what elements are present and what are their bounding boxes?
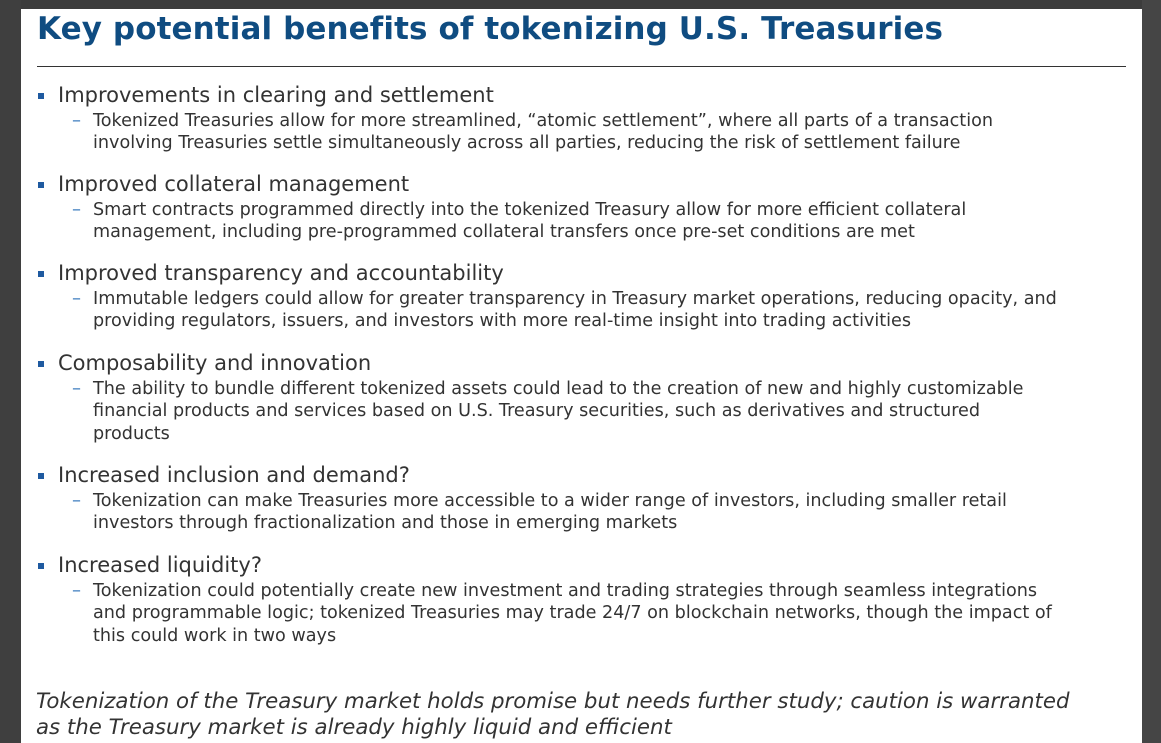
square-bullet-icon xyxy=(38,361,44,367)
dash-bullet-icon: – xyxy=(72,378,81,399)
detail-line: Tokenized Treasuries allow for more streamlined, “atomic settlement”, where all parts of a transaction xyxy=(93,111,994,131)
viewer-top-bar xyxy=(0,0,1161,9)
detail-line: Tokenization could potentially create new investment and trading strategies through seamless integrations xyxy=(93,581,1038,601)
benefit-heading: Composability and innovation xyxy=(58,351,372,375)
square-bullet-icon xyxy=(38,271,44,277)
benefit-item xyxy=(37,553,1132,647)
benefit-heading: Increased liquidity? xyxy=(58,553,262,577)
detail-line: Immutable ledgers could allow for greater transparency in Treasury market operations, reducing opacity, and xyxy=(93,289,1057,309)
benefit-detail xyxy=(37,490,1132,535)
detail-line: financial products and services based on U.S. Treasury securities, such as derivatives and structured xyxy=(93,401,981,422)
square-bullet-icon xyxy=(38,182,44,188)
detail-line: this could work in two ways xyxy=(93,625,337,646)
benefit-heading: Improved transparency and accountability xyxy=(58,261,504,285)
conclusion-line: as the Treasury market is already highly liquid and efficient xyxy=(36,715,672,740)
conclusion-text xyxy=(36,689,1131,741)
slide-page xyxy=(21,9,1142,743)
square-bullet-icon xyxy=(38,93,44,99)
dash-bullet-icon: – xyxy=(72,580,81,601)
detail-line: investors through fractionalization and those in emerging markets xyxy=(93,513,678,534)
title-divider xyxy=(37,66,1126,67)
detail-line: Tokenization can make Treasuries more accessible to a wider range of investors, including smaller retail xyxy=(93,491,1007,511)
benefit-heading: Increased inclusion and demand? xyxy=(58,463,410,487)
detail-line: The ability to bundle different tokenized assets could lead to the creation of new and highly customizable xyxy=(93,379,1024,399)
benefit-detail xyxy=(37,378,1132,445)
dash-bullet-icon: – xyxy=(72,490,81,511)
benefit-item xyxy=(37,261,1132,333)
dash-bullet-icon: – xyxy=(72,199,81,220)
benefit-detail xyxy=(37,580,1132,647)
benefit-detail xyxy=(37,110,1132,155)
dash-bullet-icon: – xyxy=(72,110,81,131)
dash-bullet-icon: – xyxy=(72,288,81,309)
conclusion-line: Tokenization of the Treasury market holds promise but needs further study; caution is warranted xyxy=(36,689,1070,714)
viewer-left-margin xyxy=(0,0,21,743)
square-bullet-icon xyxy=(38,563,44,569)
detail-line: Smart contracts programmed directly into the tokenized Treasury allow for more efficient collateral xyxy=(93,200,967,220)
viewer-scrollbar[interactable] xyxy=(1142,0,1161,743)
detail-line: providing regulators, issuers, and investors with more real-time insight into trading activities xyxy=(93,311,912,332)
benefit-item xyxy=(37,463,1132,535)
benefit-heading: Improvements in clearing and settlement xyxy=(58,83,494,107)
benefit-item xyxy=(37,172,1132,244)
detail-line: products xyxy=(93,423,170,444)
benefit-detail xyxy=(37,288,1132,333)
benefit-detail xyxy=(37,199,1132,244)
benefit-item xyxy=(37,351,1132,445)
benefit-item xyxy=(37,83,1132,155)
detail-line: and programmable logic; tokenized Treasuries may trade 24/7 on blockchain networks, though the impact of xyxy=(93,603,1052,624)
detail-line: management, including pre-programmed collateral transfers once pre-set conditions are met xyxy=(93,222,915,243)
detail-line: involving Treasuries settle simultaneously across all parties, reducing the risk of settlement failure xyxy=(93,133,961,154)
square-bullet-icon xyxy=(38,473,44,479)
slide-title: Key potential benefits of tokenizing U.S. Treasuries xyxy=(37,11,944,47)
benefit-heading: Improved collateral management xyxy=(58,172,410,196)
